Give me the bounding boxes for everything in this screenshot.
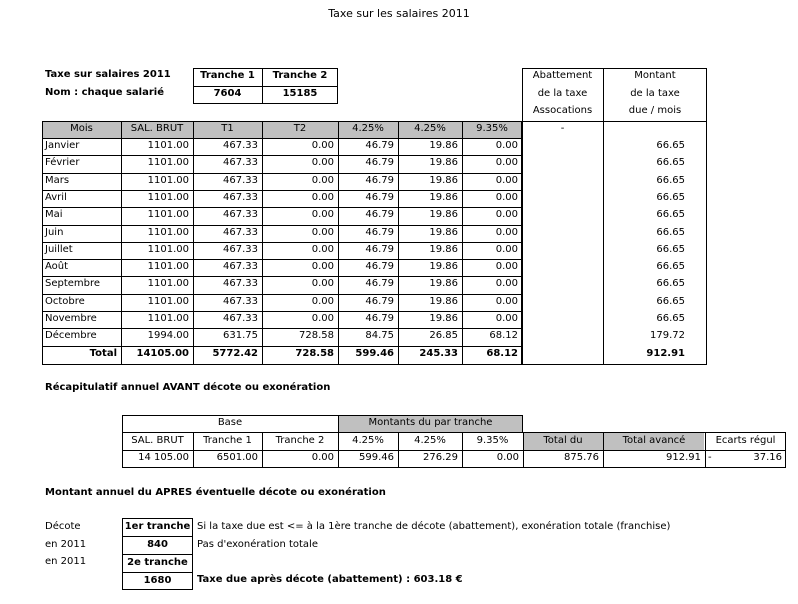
table-cell-t2: 0.00 xyxy=(311,140,334,151)
montant-mensuel: 66.65 xyxy=(656,157,685,168)
montant-mensuel: 66.65 xyxy=(656,209,685,220)
total-t1: 5772.42 xyxy=(212,348,258,359)
table-cell-p3: 0.00 xyxy=(495,244,518,255)
table-cell-p3: 0.00 xyxy=(495,140,518,151)
recap-value: 6501.00 xyxy=(216,452,258,463)
montant-mensuel: 66.65 xyxy=(656,261,685,272)
apres-title: Montant annuel du APRES éventuelle décote ou exonération xyxy=(45,487,386,498)
table-cell-t1: 467.33 xyxy=(223,227,258,238)
montant-line-3: due / mois xyxy=(628,105,682,116)
table-cell-mois: Novembre xyxy=(45,313,97,324)
table-cell-t2: 0.00 xyxy=(311,244,334,255)
table-cell-p1: 46.79 xyxy=(365,192,394,203)
recap-col-header: Tranche 2 xyxy=(275,435,325,446)
recap-montants-label: Montants du par tranche xyxy=(368,417,493,428)
recap-col-header: 9.35% xyxy=(476,435,509,446)
table-cell-mois: Juillet xyxy=(45,244,73,255)
recap-col-header: 4.25% xyxy=(352,435,384,446)
table-cell-brut: 1101.00 xyxy=(147,296,189,307)
table-cell-p2: 19.86 xyxy=(429,140,458,151)
total-mois: Total xyxy=(89,348,117,359)
recap-col-header: SAL. BRUT xyxy=(131,435,184,446)
table-cell-p2: 19.86 xyxy=(429,192,458,203)
table-cell-p1: 46.79 xyxy=(365,209,394,220)
table-cell-t1: 467.33 xyxy=(223,140,258,151)
table-cell-p1: 46.79 xyxy=(365,296,394,307)
total-t2: 728.58 xyxy=(295,348,334,359)
decote-tranche2-label: 2e tranche xyxy=(127,557,188,568)
recap-col-header: Tranche 1 xyxy=(203,435,252,446)
col-rate-3: 9.35% xyxy=(476,123,508,134)
table-cell-p2: 19.86 xyxy=(429,296,458,307)
tax-label: Taxe sur salaires 2011 xyxy=(45,69,171,80)
col-mois: Mois xyxy=(70,123,93,134)
table-cell-p2: 19.86 xyxy=(429,175,458,186)
table-cell-t2: 0.00 xyxy=(311,192,334,203)
table-cell-p2: 19.86 xyxy=(429,261,458,272)
table-cell-p1: 46.79 xyxy=(365,261,394,272)
recap-value: 14 105.00 xyxy=(138,452,189,463)
abattement-line-3: Assocations xyxy=(532,105,593,116)
table-cell-mois: Février xyxy=(45,157,80,168)
table-cell-mois: Janvier xyxy=(45,140,80,151)
recap-value: 875.76 xyxy=(564,452,599,463)
recap-base-label: Base xyxy=(217,417,243,428)
total-p1: 599.46 xyxy=(355,348,394,359)
table-cell-p1: 46.79 xyxy=(365,244,394,255)
recap-col-header: Ecarts régul xyxy=(715,435,776,446)
total-p3: 68.12 xyxy=(486,348,518,359)
abattement-line-2: de la taxe xyxy=(537,88,588,99)
col-rate-1: 4.25% xyxy=(352,123,384,134)
table-cell-mois: Août xyxy=(45,261,69,272)
page-title: Taxe sur les salaires 2011 xyxy=(328,7,470,20)
en-2011-label-1: en 2011 xyxy=(45,539,87,550)
table-cell-p2: 19.86 xyxy=(429,227,458,238)
table-cell-p2: 26.85 xyxy=(429,330,458,341)
table-cell-mois: Mars xyxy=(45,175,70,186)
table-cell-brut: 1101.00 xyxy=(147,209,189,220)
recap-col-header: Total avancé xyxy=(622,435,686,446)
total-montant: 912.91 xyxy=(646,348,685,359)
montant-line-1: Montant xyxy=(634,70,676,81)
table-cell-t2: 0.00 xyxy=(311,209,334,220)
montant-mensuel: 66.65 xyxy=(656,227,685,238)
table-cell-t2: 0.00 xyxy=(311,278,334,289)
recap-value: 0.00 xyxy=(311,452,334,463)
table-cell-t1: 467.33 xyxy=(223,192,258,203)
montant-line-2: de la taxe xyxy=(630,88,680,99)
table-cell-p1: 46.79 xyxy=(365,278,394,289)
table-cell-mois: Avril xyxy=(45,192,67,203)
recap-value: 37.16 xyxy=(753,452,782,463)
table-cell-p1: 46.79 xyxy=(365,313,394,324)
recap-value: 276.29 xyxy=(423,452,458,463)
table-cell-t2: 0.00 xyxy=(311,227,334,238)
table-cell-t1: 467.33 xyxy=(223,278,258,289)
table-cell-p1: 46.79 xyxy=(365,175,394,186)
table-cell-p2: 19.86 xyxy=(429,209,458,220)
montant-mensuel: 179.72 xyxy=(650,330,685,341)
table-cell-brut: 1101.00 xyxy=(147,140,189,151)
table-cell-p2: 19.86 xyxy=(429,278,458,289)
recap-title: Récapitulatif annuel AVANT décote ou exonération xyxy=(45,382,331,393)
col-rate-2: 4.25% xyxy=(414,123,446,134)
table-cell-t1: 467.33 xyxy=(223,313,258,324)
recap-col-header: 4.25% xyxy=(414,435,446,446)
table-cell-p1: 46.79 xyxy=(365,157,394,168)
table-cell-t1: 467.33 xyxy=(223,209,258,220)
table-cell-t2: 0.00 xyxy=(311,296,334,307)
table-cell-p3: 0.00 xyxy=(495,157,518,168)
table-cell-brut: 1101.00 xyxy=(147,278,189,289)
table-cell-p1: 46.79 xyxy=(365,227,394,238)
table-cell-mois: Septembre xyxy=(45,278,101,289)
table-cell-t2: 728.58 xyxy=(299,330,334,341)
en-2011-label-2: en 2011 xyxy=(45,556,87,567)
table-cell-p1: 84.75 xyxy=(365,330,394,341)
montant-mensuel: 66.65 xyxy=(656,192,685,203)
decote-label: Décote xyxy=(45,521,81,532)
table-cell-brut: 1101.00 xyxy=(147,175,189,186)
abattement-line-1: Abattement xyxy=(532,70,593,81)
table-cell-mois: Octobre xyxy=(45,296,85,307)
recap-value: 912.91 xyxy=(666,452,701,463)
table-cell-t1: 631.75 xyxy=(223,330,258,341)
decote-tranche1-value: 840 xyxy=(147,539,168,550)
table-cell-mois: Décembre xyxy=(45,330,97,341)
table-cell-t1: 467.33 xyxy=(223,261,258,272)
decote-note-1: Si la taxe due est <= à la 1ère tranche de décote (abattement), exonération totale (franchise) xyxy=(197,521,671,532)
table-cell-t1: 467.33 xyxy=(223,175,258,186)
montant-mensuel: 66.65 xyxy=(656,313,685,324)
col-t2: T2 xyxy=(293,123,307,134)
table-cell-brut: 1994.00 xyxy=(147,330,189,341)
decote-tranche1-label: 1er tranche xyxy=(124,521,191,532)
table-cell-t2: 0.00 xyxy=(311,313,334,324)
table-cell-t2: 0.00 xyxy=(311,175,334,186)
tranche1-value: 7604 xyxy=(213,88,242,99)
col-sal-brut: SAL. BRUT xyxy=(130,123,184,134)
table-cell-t1: 467.33 xyxy=(223,296,258,307)
montant-mensuel: 66.65 xyxy=(656,244,685,255)
table-cell-t2: 0.00 xyxy=(311,261,334,272)
montant-mensuel: 66.65 xyxy=(656,296,685,307)
tranche2-label: Tranche 2 xyxy=(272,70,328,81)
table-cell-t2: 0.00 xyxy=(311,157,334,168)
table-cell-p3: 0.00 xyxy=(495,278,518,289)
total-brut: 14105.00 xyxy=(136,348,189,359)
table-cell-p3: 0.00 xyxy=(495,175,518,186)
table-cell-t1: 467.33 xyxy=(223,244,258,255)
recap-col-header: Total du xyxy=(543,435,583,446)
table-cell-brut: 1101.00 xyxy=(147,244,189,255)
table-cell-p1: 46.79 xyxy=(365,140,394,151)
table-cell-p2: 19.86 xyxy=(429,157,458,168)
montant-mensuel: 66.65 xyxy=(656,175,685,186)
table-cell-mois: Juin xyxy=(45,227,64,238)
montant-mensuel: 66.65 xyxy=(656,278,685,289)
table-cell-p3: 68.12 xyxy=(489,330,518,341)
table-cell-p3: 0.00 xyxy=(495,227,518,238)
table-cell-t1: 467.33 xyxy=(223,157,258,168)
decote-note-2: Pas d'exonération totale xyxy=(197,539,318,550)
tranche1-label: Tranche 1 xyxy=(200,70,255,81)
decote-result: Taxe due après décote (abattement) : 603.18 € xyxy=(197,574,463,585)
montant-mensuel: 66.65 xyxy=(656,140,685,151)
name-label: Nom : chaque salarié xyxy=(45,87,164,98)
table-cell-p3: 0.00 xyxy=(495,209,518,220)
table-cell-brut: 1101.00 xyxy=(147,313,189,324)
table-cell-brut: 1101.00 xyxy=(147,261,189,272)
abattement-value: - xyxy=(560,123,565,134)
recap-value: 0.00 xyxy=(496,452,519,463)
table-cell-p3: 0.00 xyxy=(495,261,518,272)
table-cell-p3: 0.00 xyxy=(495,296,518,307)
table-cell-brut: 1101.00 xyxy=(147,192,189,203)
recap-ecart-sign: - xyxy=(708,452,712,463)
tranche2-value: 15185 xyxy=(282,88,318,99)
table-cell-p2: 19.86 xyxy=(429,313,458,324)
table-cell-brut: 1101.00 xyxy=(147,157,189,168)
table-cell-mois: Mai xyxy=(45,209,63,220)
table-cell-brut: 1101.00 xyxy=(147,227,189,238)
table-cell-p3: 0.00 xyxy=(495,192,518,203)
decote-tranche2-value: 1680 xyxy=(143,575,172,586)
table-cell-p3: 0.00 xyxy=(495,313,518,324)
total-p2: 245.33 xyxy=(419,348,458,359)
col-t1: T1 xyxy=(221,123,234,134)
recap-value: 599.46 xyxy=(359,452,394,463)
table-cell-p2: 19.86 xyxy=(429,244,458,255)
